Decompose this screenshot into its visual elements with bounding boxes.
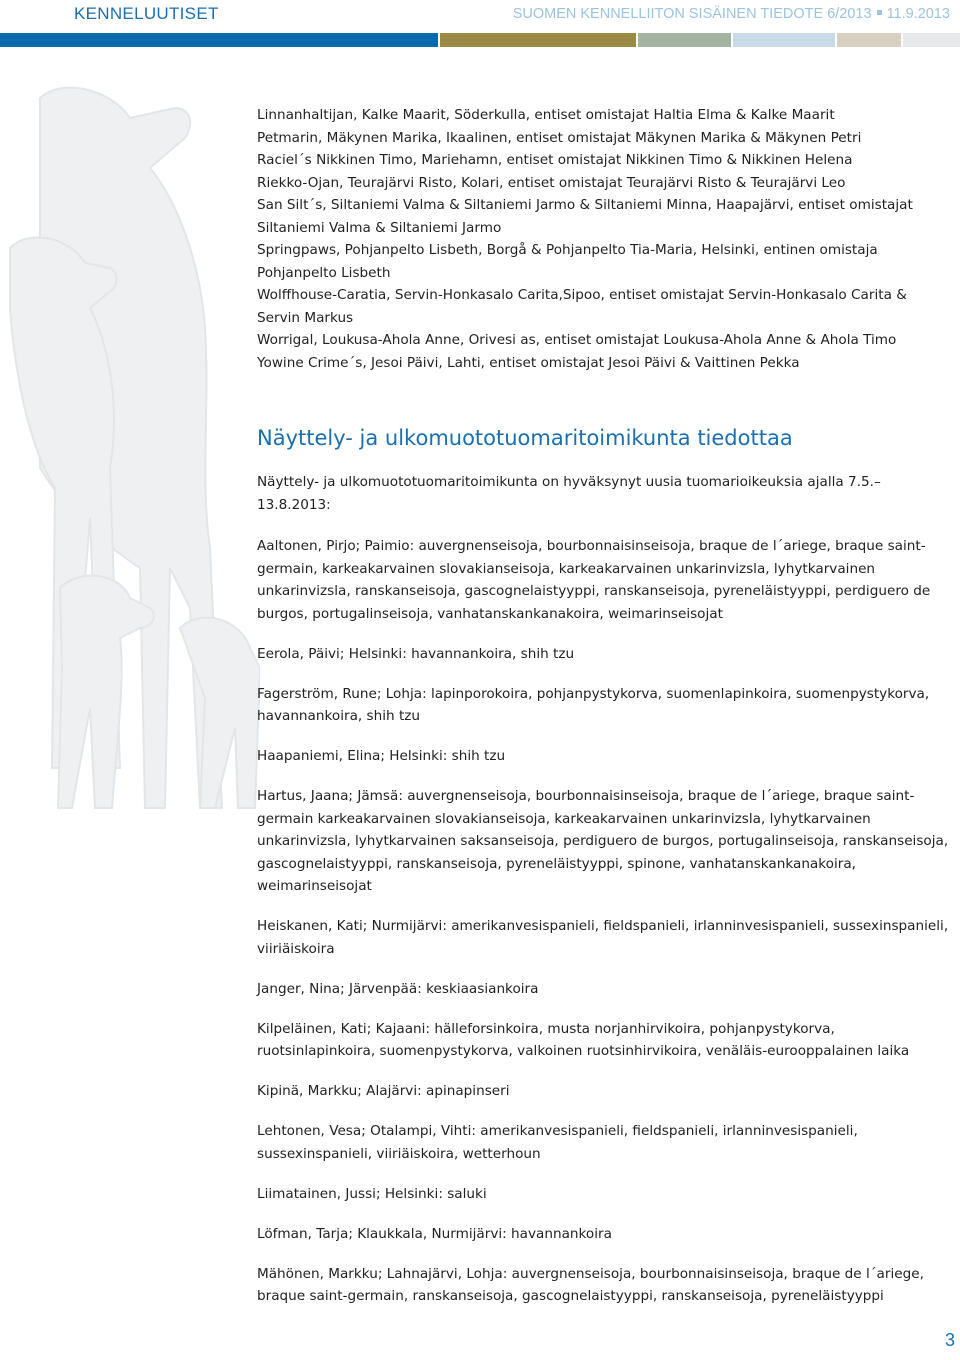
publication-date: 11.9.2013 — [886, 6, 950, 22]
judge-entry: Liimatainen, Jussi; Helsinki: saluki — [257, 1185, 487, 1202]
publication-header — [513, 6, 950, 22]
kennel-entry: Petmarin, Mäkynen Marika, Ikaalinen, entiset omistajat Mäkynen Marika & Mäkynen Petri — [257, 129, 862, 146]
kennel-list-section — [257, 104, 947, 374]
judge-entry: Janger, Nina; Järvenpää: keskiaasiankoira — [257, 980, 539, 997]
kennel-entry: Springpaws, Pohjanpelto Lisbeth, Borgå & Pohjanpelto Tia-Maria, Helsinki, entinen omistaja Pohjanpelto Lisbeth — [257, 242, 878, 281]
dog-silhouettes-illustration — [0, 48, 260, 828]
color-bar-segment-5 — [837, 33, 901, 47]
judge-entry: Fagerström, Rune; Lohja: lapinporokoira, pohjanpystykorva, suomenlapinkoira, suomenpystykorva, havannankoira, shih tzu — [257, 685, 930, 724]
judge-entry: Heiskanen, Kati; Nurmijärvi: amerikanvesispanieli, fieldspanieli, irlanninvesispanieli, sussexinspanieli, viiriäiskoira — [257, 918, 949, 957]
judge-list — [257, 535, 957, 1325]
judge-entry: Lehtonen, Vesa; Otalampi, Vihti: amerikanvesispanieli, fieldspanieli, irlanninvesispanieli, sussexinspanieli, viiriäiskoira, wetterhoun — [257, 1123, 858, 1162]
judge-entry: Haapaniemi, Elina; Helsinki: shih tzu — [257, 748, 506, 764]
section-title: Näyttely- ja ulkomuototuomaritoimikunta tiedottaa — [257, 426, 793, 450]
color-bar-segment-3 — [638, 33, 731, 47]
judge-entry: Kipinä, Markku; Alajärvi: apinapinseri — [257, 1083, 510, 1099]
publication-title: SUOMEN KENNELLIITON SISÄINEN TIEDOTE 6/2013 — [512, 6, 872, 22]
color-bar-segment-4 — [733, 33, 835, 47]
judge-entry: Mähönen, Markku; Lahnajärvi, Lohja: auvergnenseisoja, bourbonnaisinseisoja, braque de l´ariege, braque saint-germain, ranskanseisoja, gascognelaistyyppi, ranskanseisoja, pyreneläistyyppi — [257, 1265, 924, 1304]
judge-entry: Hartus, Jaana; Jämsä: auvergnenseisoja, bourbonnaisinseisoja, braque de l´ariege, braque saint-germain karkeakarvainen slovakianseisoja, karkeakarvainen unkarinvizsla, lyhytkarvainen unkarinvizsla, lyhytkarvainen saksanseisoja, perdiguero de burgos, portugalinseisoja, ranskanseisoja, gascognelaistyyppi, ranskanseisoja, pyreneläistyyppi, spinone, vanhatanskankanakoira, weimarinseisojat — [257, 788, 949, 894]
page-number: 3 — [944, 1330, 955, 1350]
kennel-entry: Linnanhaltijan, Kalke Maarit, Söderkulla, entiset omistajat Haltia Elma & Kalke Maarit — [257, 107, 835, 123]
judge-entry: Löfman, Tarja; Klaukkala, Nurmijärvi: havannankoira — [257, 1225, 612, 1242]
kennel-entry: Raciel´s Nikkinen Timo, Mariehamn, entiset omistajat Nikkinen Timo & Nikkinen Helena — [257, 152, 853, 168]
kennel-entry: Yowine Crime´s, Jesoi Päivi, Lahti, entiset omistajat Jesoi Päivi & Vaittinen Pekka — [257, 354, 800, 371]
kennel-entry: Wolffhouse-Caratia, Servin-Honkasalo Carita,Sipoo, entiset omistajat Servin-Honkasalo Carita & Servin Markus — [257, 287, 907, 326]
judge-entry: Eerola, Päivi; Helsinki: havannankoira, shih tzu — [257, 645, 575, 662]
separator-dot — [877, 10, 882, 15]
section-header: KENNELUUTISET — [74, 4, 219, 23]
kennel-entry: San Silt´s, Siltaniemi Valma & Siltaniemi Jarmo & Siltaniemi Minna, Haapajärvi, entiset omistajat Siltaniemi Valma & Siltaniemi Jarmo — [257, 197, 913, 236]
color-bar-segment-6 — [903, 33, 960, 47]
section-intro: Näyttely- ja ulkomuototuomaritoimikunta on hyväksynyt uusia tuomarioikeuksia ajalla 7.5.–13.8.2013: — [257, 474, 881, 513]
kennel-entry: Worrigal, Loukusa-Ahola Anne, Orivesi as, entiset omistajat Loukusa-Ahola Anne & Ahola Timo — [257, 332, 897, 348]
judge-entry: Aaltonen, Pirjo; Paimio: auvergnenseisoja, bourbonnaisinseisoja, braque de l´ariege, braque saint-germain, karkeakarvainen slovakianseisoja, karkeakarvainen unkarinvizsla, lyhytkarvainen unkarinvizsla, ranskanseisoja, gascognelaistyyppi, ranskanseisoja, pyreneläistyyppi, perdiguero de burgos, portugalinseisoja, vanhatanskankanakoira, weimarinseisojat — [257, 538, 931, 622]
kennel-entry: Riekko-Ojan, Teurajärvi Risto, Kolari, entiset omistajat Teurajärvi Risto & Teurajärvi Leo — [257, 174, 846, 191]
color-bar-segment-1 — [0, 33, 438, 47]
color-bar-segment-2 — [440, 33, 636, 47]
kennel-list — [257, 104, 947, 374]
judge-entry: Kilpeläinen, Kati; Kajaani: hälleforsinkoira, musta norjanhirvikoira, pohjanpystykorva, ruotsinlapinkoira, suomenpystykorva, valkoinen ruotsinhirvikoira, venäläis-eurooppalainen laika — [257, 1020, 910, 1059]
